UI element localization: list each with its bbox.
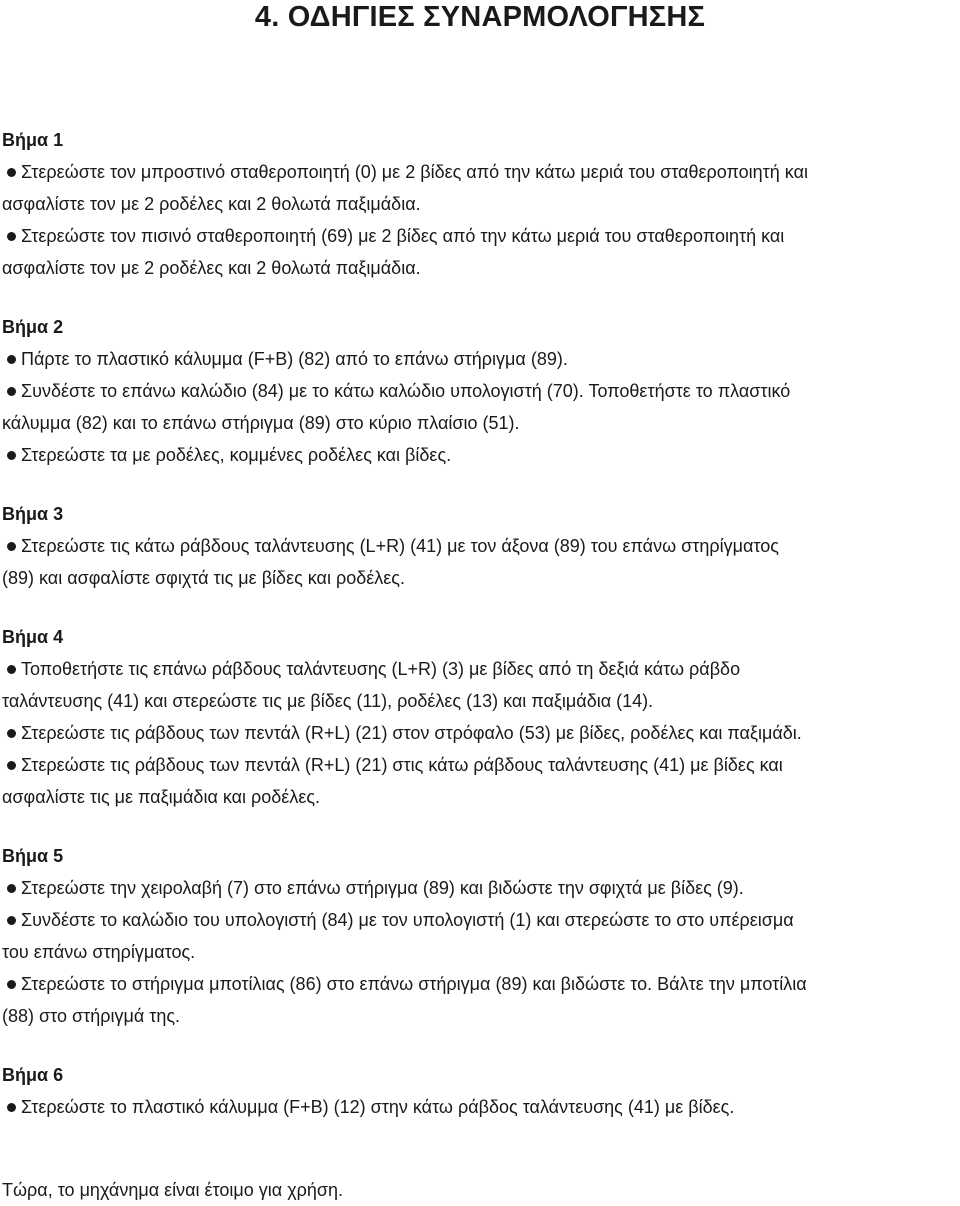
step-heading: Βήμα 6 xyxy=(2,1065,64,1085)
step-text: ασφαλίστε τον με 2 ροδέλες και 2 θολωτά παξιμάδια. xyxy=(2,258,421,278)
step-heading: Βήμα 4 xyxy=(2,627,64,647)
bullet-line xyxy=(2,717,958,749)
step-text: (88) στο στήριγμά της. xyxy=(2,1006,181,1026)
continuation-line xyxy=(2,252,958,284)
bullet-line xyxy=(2,968,958,1000)
step-text: Στερεώστε τα με ροδέλες, κομμένες ροδέλες και βίδες. xyxy=(21,445,452,465)
step-heading: Βήμα 1 xyxy=(2,130,64,150)
step-text: (89) και ασφαλίστε σφιχτά τις με βίδες και ροδέλες. xyxy=(2,568,405,588)
bullet-icon xyxy=(7,355,16,364)
final-note: Τώρα, το μηχάνημα είναι έτοιμο για χρήση. xyxy=(2,1180,344,1200)
bullet-icon xyxy=(7,1103,16,1112)
step-text: Στερεώστε τον μπροστινό σταθεροποιητή (0) με 2 βίδες από την κάτω μεριά του σταθεροποιητή και xyxy=(21,162,808,182)
bullet-icon xyxy=(7,884,16,893)
bullet-line xyxy=(2,872,958,904)
continuation-line xyxy=(2,685,958,717)
bullet-line xyxy=(2,220,958,252)
continuation-line xyxy=(2,562,958,594)
bullet-icon xyxy=(7,729,16,738)
bullet-icon xyxy=(7,980,16,989)
step-text: Στερεώστε τις ράβδους των πεντάλ (R+L) (21) στις κάτω ράβδους ταλάντευσης (41) με βίδες και xyxy=(21,755,783,775)
step-section xyxy=(2,124,958,284)
step-text: Στερεώστε τις κάτω ράβδους ταλάντευσης (L+R) (41) με τον άξονα (89) του επάνω στηρίγματος xyxy=(21,536,779,556)
bullet-icon xyxy=(7,542,16,551)
bullet-icon xyxy=(7,387,16,396)
bullet-icon xyxy=(7,168,16,177)
step-text: Συνδέστε το καλώδιο του υπολογιστή (84) με τον υπολογιστή (1) και στερεώστε το στο υπέρεισμα xyxy=(21,910,794,930)
step-section xyxy=(2,1059,958,1123)
bullet-line xyxy=(2,156,958,188)
bullet-line xyxy=(2,653,958,685)
step-text: Στερεώστε τον πισινό σταθεροποιητή (69) με 2 βίδες από την κάτω μεριά του σταθεροποιητή και xyxy=(21,226,785,246)
step-text: ασφαλίστε τον με 2 ροδέλες και 2 θολωτά παξιμάδια. xyxy=(2,194,421,214)
bullet-icon xyxy=(7,761,16,770)
step-text: Στερεώστε τις ράβδους των πεντάλ (R+L) (21) στον στρόφαλο (53) με βίδες, ροδέλες και παξιμάδι. xyxy=(21,723,802,743)
page-title: 4. ΟΔΗΓΙΕΣ ΣΥΝΑΡΜΟΛΟΓΗΣΗΣ xyxy=(254,1,706,33)
step-heading: Βήμα 5 xyxy=(2,846,64,866)
bullet-line xyxy=(2,749,958,781)
step-text: ταλάντευσης (41) και στερεώστε τις με βίδες (11), ροδέλες (13) και παξιμάδια (14). xyxy=(2,691,654,711)
bullet-line xyxy=(2,1091,958,1123)
bullet-line xyxy=(2,904,958,936)
bullet-line xyxy=(2,530,958,562)
continuation-line xyxy=(2,781,958,813)
step-text: Στερεώστε το στήριγμα μποτίλιας (86) στο επάνω στήριγμα (89) και βιδώστε το. Βάλτε την μποτίλια xyxy=(21,974,807,994)
assembly-steps xyxy=(2,124,958,1150)
step-heading: Βήμα 3 xyxy=(2,504,64,524)
continuation-line xyxy=(2,936,958,968)
bullet-icon xyxy=(7,232,16,241)
step-text: Στερεώστε το πλαστικό κάλυμμα (F+B) (12) στην κάτω ράβδος ταλάντευσης (41) με βίδες. xyxy=(21,1097,735,1117)
step-section xyxy=(2,840,958,1032)
bullet-icon xyxy=(7,451,16,460)
step-section xyxy=(2,498,958,594)
step-text: του επάνω στηρίγματος. xyxy=(2,942,196,962)
bullet-line xyxy=(2,439,958,471)
bullet-line xyxy=(2,343,958,375)
step-text: ασφαλίστε τις με παξιμάδια και ροδέλες. xyxy=(2,787,321,807)
step-text: Συνδέστε το επάνω καλώδιο (84) με το κάτω καλώδιο υπολογιστή (70). Τοποθετήστε το πλαστικό xyxy=(21,381,791,401)
continuation-line xyxy=(2,1000,958,1032)
continuation-line xyxy=(2,188,958,220)
step-section xyxy=(2,311,958,471)
continuation-line xyxy=(2,407,958,439)
bullet-icon xyxy=(7,916,16,925)
step-text: Πάρτε το πλαστικό κάλυμμα (F+B) (82) από το επάνω στήριγμα (89). xyxy=(21,349,568,369)
bullet-icon xyxy=(7,665,16,674)
step-text: κάλυμμα (82) και το επάνω στήριγμα (89) στο κύριο πλαίσιο (51). xyxy=(2,413,520,433)
bullet-line xyxy=(2,375,958,407)
step-heading: Βήμα 2 xyxy=(2,317,64,337)
step-section xyxy=(2,621,958,813)
step-text: Στερεώστε την χειρολαβή (7) στο επάνω στήριγμα (89) και βιδώστε την σφιχτά με βίδες (9). xyxy=(21,878,744,898)
step-text: Τοποθετήστε τις επάνω ράβδους ταλάντευσης (L+R) (3) με βίδες από τη δεξιά κάτω ράβδο xyxy=(21,659,741,679)
